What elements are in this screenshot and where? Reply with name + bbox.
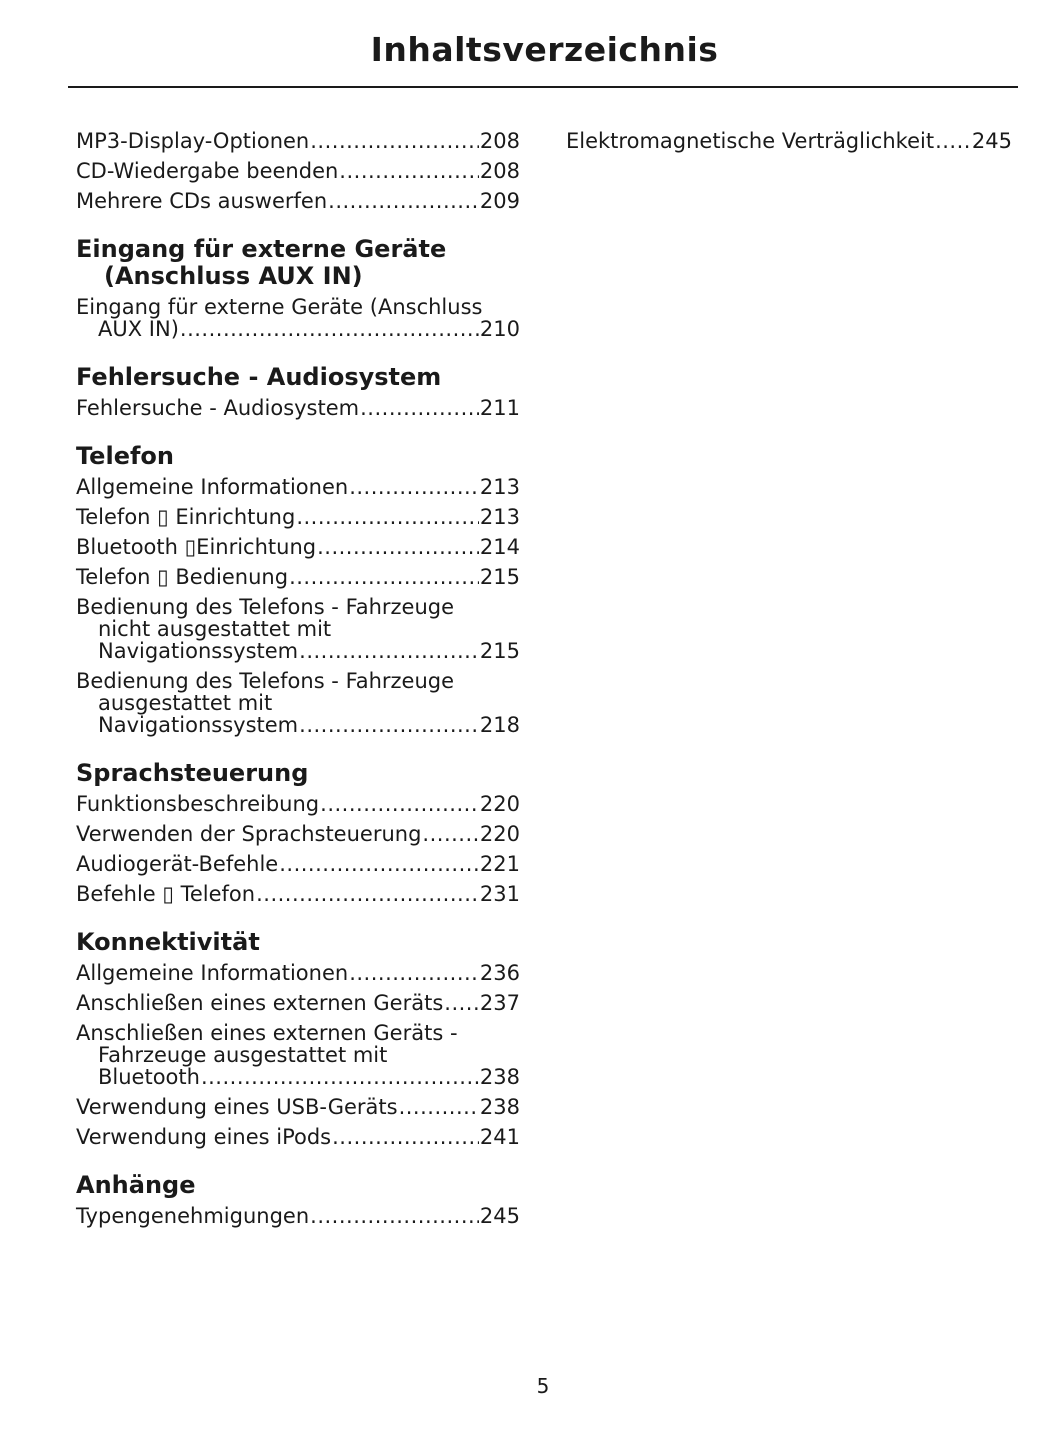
leader-dots (339, 160, 479, 182)
toc-entry-text: Audiogerät-Befehle (76, 852, 279, 876)
toc-entry[interactable] (76, 296, 520, 340)
toc-entry-page: 215 (479, 639, 520, 663)
leader-dots (279, 853, 479, 875)
toc-entry-text: Telefon ▯ Bedienung (76, 565, 289, 589)
toc-entry-page: 241 (479, 1125, 520, 1149)
section-heading-sprachsteuerung: Sprachsteuerung (76, 759, 309, 787)
toc-entry[interactable] (76, 190, 520, 212)
leader-dots (299, 714, 479, 736)
toc-entry-text: MP3-Display-Optionen (76, 129, 310, 153)
toc-entry-page: 231 (479, 882, 520, 906)
section-heading-aux (76, 236, 520, 290)
toc-entry-page: 209 (479, 189, 520, 213)
leader-dots (310, 130, 479, 152)
leader-dots (332, 1126, 479, 1148)
leader-dots (444, 992, 479, 1014)
section-heading-fehlersuche: Fehlersuche - Audiosystem (76, 363, 442, 391)
toc-entry-page: 238 (479, 1095, 520, 1119)
leader-dots (317, 536, 479, 558)
toc-entry[interactable] (76, 506, 520, 528)
leader-dots (349, 476, 479, 498)
leader-dots (201, 1066, 479, 1088)
section-heading-line: (Anschluss AUX IN) (104, 262, 363, 290)
leader-dots (289, 566, 479, 588)
toc-entry-page: 221 (479, 852, 520, 876)
toc-entry-text: Allgemeine Informationen (76, 961, 349, 985)
toc-entry-page: 237 (479, 991, 520, 1015)
toc-entry-text: Navigationssystem (98, 713, 299, 737)
toc-left-column (76, 130, 520, 1235)
toc-right-column (566, 130, 1012, 160)
toc-entry-text: ausgestattet mit (98, 691, 273, 715)
toc-entry-page: 245 (971, 129, 1012, 153)
leader-dots (296, 506, 479, 528)
toc-entry-page: 208 (479, 159, 520, 183)
toc-entry[interactable] (76, 793, 520, 815)
toc-entry-text: Anschließen eines externen Geräts - (76, 1021, 458, 1045)
leader-dots (349, 962, 479, 984)
toc-entry[interactable] (76, 1126, 520, 1148)
toc-entry[interactable] (76, 823, 520, 845)
toc-entry[interactable] (76, 1205, 520, 1227)
toc-entry[interactable] (76, 670, 520, 736)
leader-dots (935, 130, 971, 152)
toc-entry[interactable] (76, 130, 520, 152)
toc-entry-text: Navigationssystem (98, 639, 299, 663)
toc-entry-page: 220 (479, 792, 520, 816)
toc-entry[interactable] (76, 476, 520, 498)
toc-entry-text: Fehlersuche - Audiosystem (76, 396, 360, 420)
toc-entry-page: 208 (479, 129, 520, 153)
toc-entry-page: 218 (479, 713, 520, 737)
toc-entry-page: 213 (479, 505, 520, 529)
toc-entry-text: Bedienung des Telefons - Fahrzeuge (76, 669, 455, 693)
toc-entry-page: 245 (479, 1204, 520, 1228)
toc-entry-page: 214 (479, 535, 520, 559)
toc-entry-page: 220 (479, 822, 520, 846)
toc-entry[interactable] (76, 536, 520, 558)
toc-entry-text: Bluetooth ▯Einrichtung (76, 535, 317, 559)
header-rule (68, 86, 1018, 88)
toc-entry-text: Verwenden der Sprachsteuerung (76, 822, 422, 846)
page-number: 5 (536, 1374, 550, 1398)
toc-entry-text: Funktionsbeschreibung (76, 792, 320, 816)
page-title: Inhaltsverzeichnis (370, 30, 719, 69)
toc-entry-text: Elektromagnetische Verträglichkeit (566, 129, 935, 153)
leader-dots (320, 793, 479, 815)
toc-entry-text: Bedienung des Telefons - Fahrzeuge (76, 595, 455, 619)
toc-entry[interactable] (76, 992, 520, 1014)
toc-entry-text: Bluetooth (98, 1065, 200, 1089)
toc-entry-text: Allgemeine Informationen (76, 475, 349, 499)
toc-entry-text: Eingang für externe Geräte (Anschluss (76, 295, 483, 319)
section-heading-line: Eingang für externe Geräte (76, 235, 447, 263)
toc-entry-text: Mehrere CDs auswerfen (76, 189, 328, 213)
toc-entry[interactable] (76, 566, 520, 588)
leader-dots (256, 883, 479, 905)
toc-entry[interactable] (76, 883, 520, 905)
toc-entry[interactable] (76, 160, 520, 182)
toc-entry[interactable] (76, 397, 520, 419)
section-heading-telefon: Telefon (76, 442, 174, 470)
toc-entry-page: 236 (479, 961, 520, 985)
toc-entry[interactable] (76, 962, 520, 984)
toc-entry[interactable] (76, 1022, 520, 1088)
leader-dots (328, 190, 479, 212)
toc-entry-text: nicht ausgestattet mit (98, 617, 332, 641)
toc-entry-page: 213 (479, 475, 520, 499)
toc-entry-page: 211 (479, 396, 520, 420)
toc-entry-page: 238 (479, 1065, 520, 1089)
section-heading-konnektivitaet: Konnektivität (76, 928, 260, 956)
toc-entry[interactable] (76, 1096, 520, 1118)
leader-dots (422, 823, 478, 845)
toc-entry-text: CD-Wiedergabe beenden (76, 159, 339, 183)
toc-entry[interactable] (566, 130, 1012, 152)
toc-entry-text: Verwendung eines iPods (76, 1125, 332, 1149)
toc-entry-page: 210 (479, 317, 520, 341)
leader-dots (399, 1096, 479, 1118)
toc-entry-text: Fahrzeuge ausgestattet mit (98, 1043, 388, 1067)
toc-entry-text: AUX IN) (98, 317, 179, 341)
toc-entry[interactable] (76, 596, 520, 662)
toc-entry-text: Verwendung eines USB-Geräts (76, 1095, 398, 1119)
toc-entry-text: Anschließen eines externen Geräts (76, 991, 444, 1015)
leader-dots (180, 318, 479, 340)
toc-entry-text: Befehle ▯ Telefon (76, 882, 256, 906)
toc-entry-text: Typengenehmigungen (76, 1204, 310, 1228)
toc-entry-text: Telefon ▯ Einrichtung (76, 505, 296, 529)
toc-entry[interactable] (76, 853, 520, 875)
leader-dots (360, 397, 479, 419)
section-heading-anhaenge: Anhänge (76, 1171, 196, 1199)
toc-entry-page: 215 (479, 565, 520, 589)
leader-dots (299, 640, 479, 662)
leader-dots (310, 1205, 479, 1227)
